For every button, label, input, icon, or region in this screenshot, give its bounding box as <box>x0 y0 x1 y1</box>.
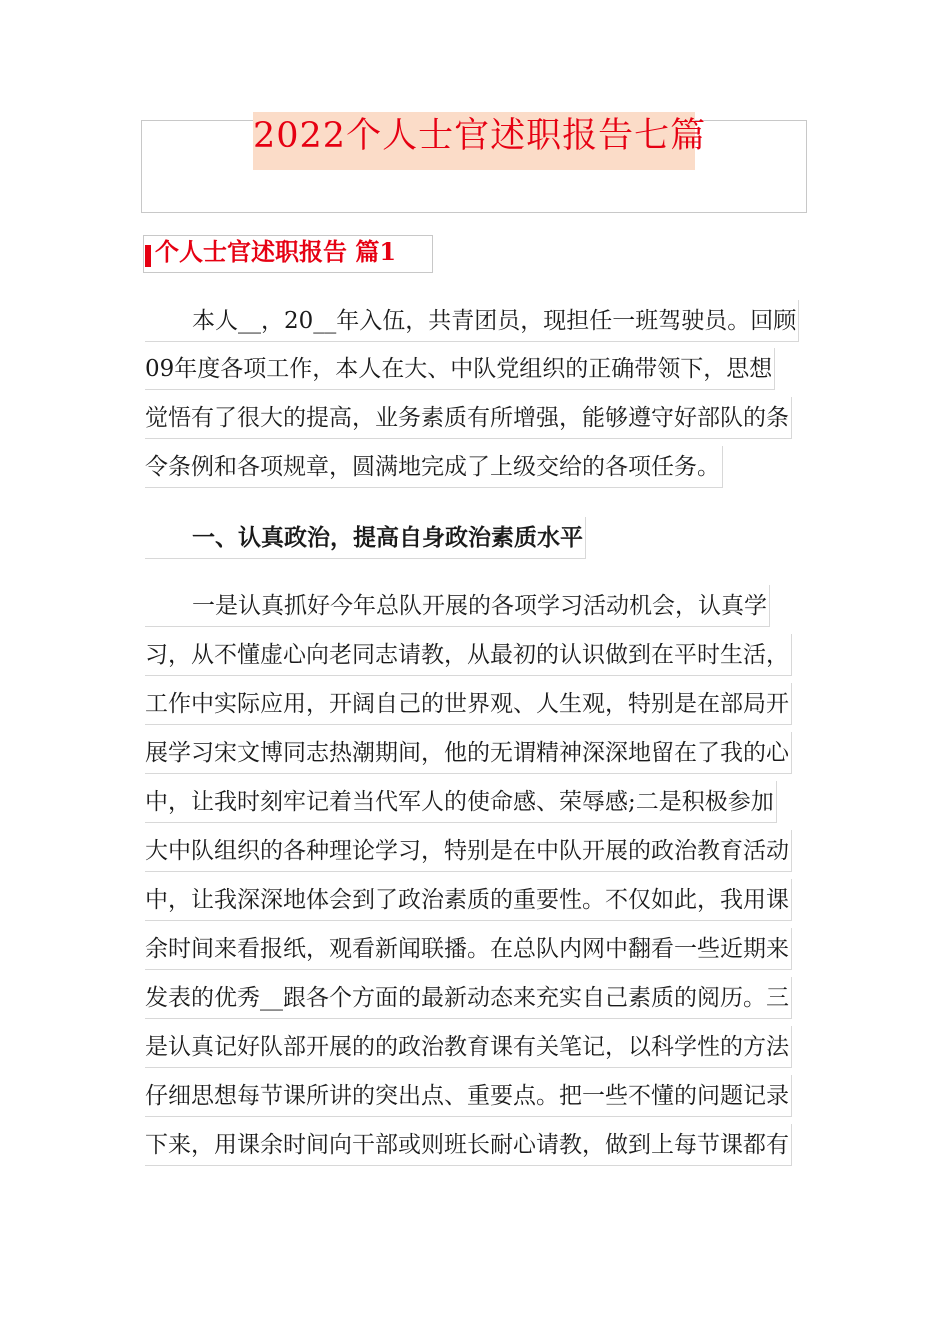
intro-line: 09年度各项工作，本人在大、中队党组织的正确带领下，思想 <box>145 348 775 390</box>
intro-line: 本人__，20__年入伍，共青团员，现担任一班驾驶员。回顾 <box>145 300 799 342</box>
body-line: 工作中实际应用，开阔自己的世界观、人生观，特别是在部局开 <box>145 683 792 725</box>
section-marker <box>145 245 151 267</box>
body-line: 是认真记好队部开展的的政治教育课有关笔记，以科学性的方法 <box>145 1026 792 1068</box>
body-line: 一是认真抓好今年总队开展的各项学习活动机会，认真学 <box>145 585 770 627</box>
body-line: 中，让我深深地体会到了政治素质的重要性。不仅如此，我用课 <box>145 879 792 921</box>
body-line: 中，让我时刻牢记着当代军人的使命感、荣辱感;二是积极参加 <box>145 781 777 823</box>
body-line: 仔细思想每节课所讲的突出点、重要点。把一些不懂的问题记录 <box>145 1075 792 1117</box>
body-line: 发表的优秀__跟各个方面的最新动态来充实自己素质的阅历。三 <box>145 977 792 1019</box>
heading-1: 一、认真政治，提高自身政治素质水平 <box>145 517 586 559</box>
intro-line: 觉悟有了很大的提高，业务素质有所增强，能够遵守好部队的条 <box>145 397 792 439</box>
intro-line: 令条例和各项规章，圆满地完成了上级交给的各项任务。 <box>145 446 723 488</box>
body-line: 余时间来看报纸，观看新闻联播。在总队内网中翻看一些近期来 <box>145 928 792 970</box>
body-line: 下来，用课余时间向干部或则班长耐心请教，做到上每节课都有 <box>145 1124 792 1166</box>
document-title: 2022个人士官述职报告七篇 <box>253 112 695 170</box>
section-title: 个人士官述职报告 篇1 <box>155 237 397 266</box>
body-line: 大中队组织的各种理论学习，特别是在中队开展的政治教育活动 <box>145 830 792 872</box>
body-line: 展学习宋文博同志热潮期间，他的无谓精神深深地留在了我的心 <box>145 732 792 774</box>
body-line: 习，从不懂虚心向老同志请教，从最初的认识做到在平时生活， <box>145 634 792 676</box>
